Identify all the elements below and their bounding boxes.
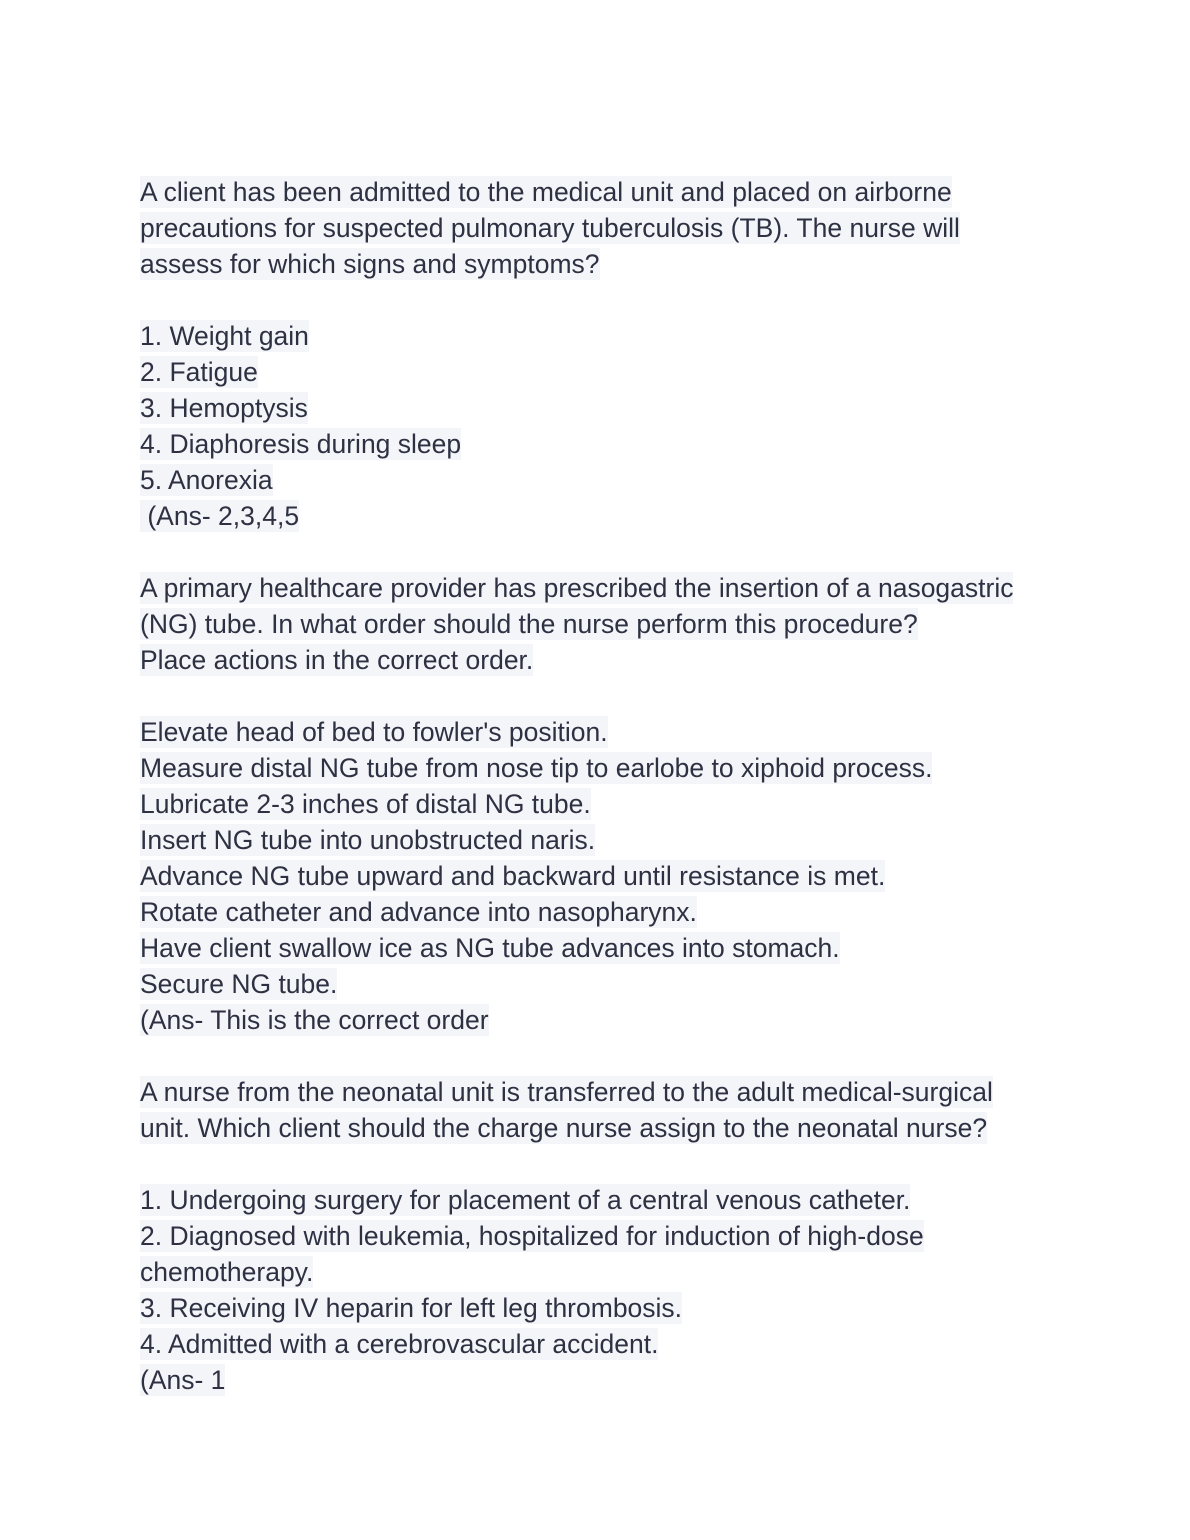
answer-option: Elevate head of bed to fowler's position. (140, 717, 608, 747)
answer-option: Rotate catheter and advance into nasopharynx. (140, 897, 697, 927)
answer-option: Measure distal NG tube from nose tip to earlobe to xiphoid process. (140, 753, 933, 783)
answer-option: 4. Admitted with a cerebrovascular accident. (140, 1329, 659, 1359)
answer-option: 1. Weight gain (140, 321, 309, 351)
answer-option: 4. Diaphoresis during sleep (140, 429, 462, 459)
answer-option: Insert NG tube into unobstructed naris. (140, 825, 596, 855)
answer-key: (Ans- 2,3,4,5 (140, 501, 300, 531)
question-stem-line: (NG) tube. In what order should the nurse perform this procedure? (140, 609, 918, 639)
answer-key: (Ans- 1 (140, 1365, 226, 1395)
spacer (140, 282, 1060, 318)
question-block (140, 1074, 1060, 1398)
question-stem-line: A client has been admitted to the medical unit and placed on airborne (140, 177, 952, 207)
answer-option: 5. Anorexia (140, 465, 273, 495)
question-stem-line: precautions for suspected pulmonary tuberculosis (TB). The nurse will (140, 213, 960, 243)
answer-key: (Ans- This is the correct order (140, 1005, 489, 1035)
answer-option: 3. Receiving IV heparin for left leg thrombosis. (140, 1293, 683, 1323)
question-block (140, 570, 1060, 1038)
question-stem-line: unit. Which client should the charge nurse assign to the neonatal nurse? (140, 1113, 988, 1143)
answer-option: Lubricate 2-3 inches of distal NG tube. (140, 789, 591, 819)
question-stem-line: assess for which signs and symptoms? (140, 249, 600, 279)
document-page (140, 174, 1060, 1398)
answer-option: Advance NG tube upward and backward until resistance is met. (140, 861, 886, 891)
answer-option: 2. Diagnosed with leukemia, hospitalized for induction of high-dose (140, 1221, 924, 1251)
answer-option: Secure NG tube. (140, 969, 338, 999)
spacer (140, 1038, 1060, 1074)
spacer (140, 678, 1060, 714)
answer-option: Have client swallow ice as NG tube advances into stomach. (140, 933, 840, 963)
answer-option: 2. Fatigue (140, 357, 258, 387)
question-stem-line: A nurse from the neonatal unit is transferred to the adult medical-surgical (140, 1077, 993, 1107)
answer-option: chemotherapy. (140, 1257, 314, 1287)
question-stem-line: A primary healthcare provider has prescribed the insertion of a nasogastric (140, 573, 1014, 603)
spacer (140, 1146, 1060, 1182)
spacer (140, 534, 1060, 570)
question-stem-line: Place actions in the correct order. (140, 645, 534, 675)
question-block (140, 174, 1060, 534)
answer-option: 3. Hemoptysis (140, 393, 308, 423)
answer-option: 1. Undergoing surgery for placement of a central venous catheter. (140, 1185, 911, 1215)
